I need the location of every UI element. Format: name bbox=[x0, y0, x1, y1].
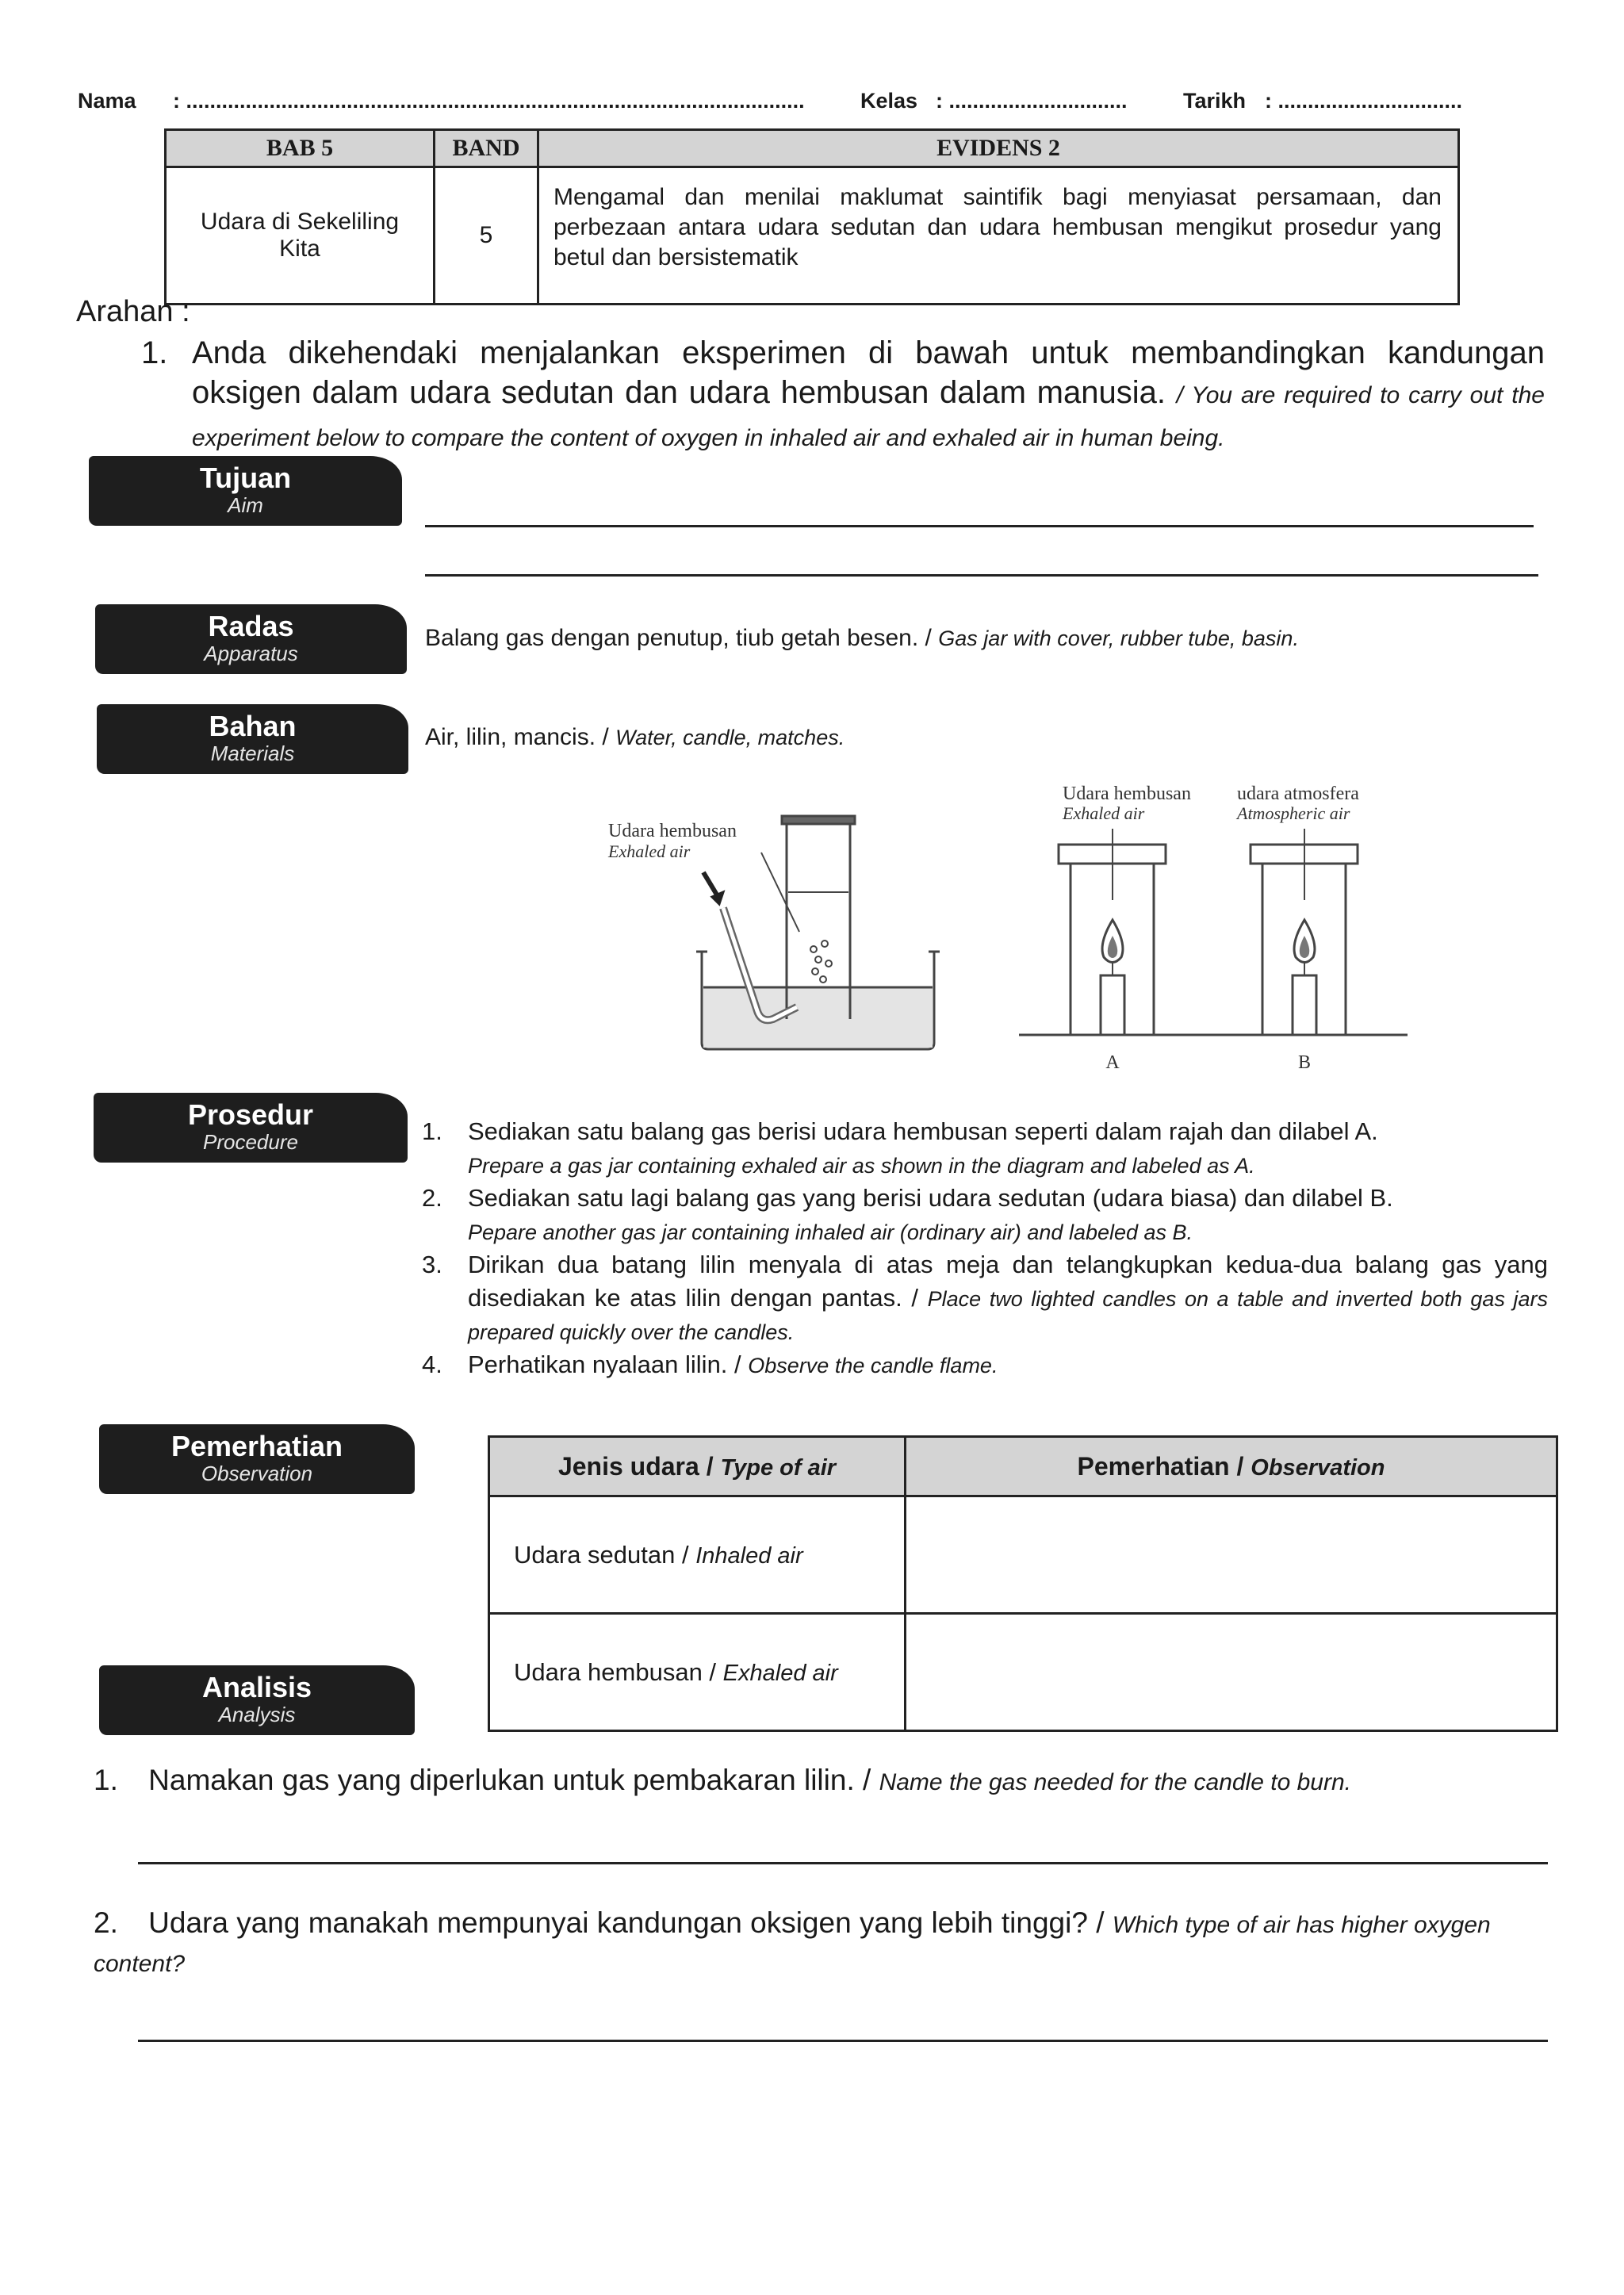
apparatus-text-ms: Balang gas dengan penutup, tiub getah besen. / bbox=[425, 625, 932, 651]
col-type-ms: Jenis udara / bbox=[557, 1451, 714, 1481]
analysis-answer-line-1[interactable] bbox=[138, 1862, 1548, 1864]
apparatus-text bbox=[425, 625, 1299, 652]
observation-answer-cell[interactable] bbox=[906, 1614, 1557, 1731]
procedure-step bbox=[422, 1348, 1548, 1381]
procedure-step-number: 4. bbox=[422, 1351, 442, 1378]
basin-setup bbox=[696, 816, 940, 1049]
question-1-text-ms: Anda dikehendaki menjalankan eksperimen di bawah untuk membandingkan kandungan oksigen dalam udara sedutan dan udara hembusan dalam manusia. bbox=[192, 335, 1545, 410]
procedure-step-en: Pepare another gas jar containing inhaled air (ordinary air) and labeled as B. bbox=[468, 1220, 1193, 1244]
procedure-list bbox=[422, 1115, 1548, 1381]
candle-a bbox=[1101, 975, 1124, 1035]
diagram-left-label-ms: Udara hembusan bbox=[608, 821, 737, 841]
analysis-q-en: Name the gas needed for the candle to burn. bbox=[879, 1769, 1351, 1795]
jar-a-label-ms: Udara hembusan bbox=[1063, 784, 1191, 804]
jar-b-label-ms: udara atmosfera bbox=[1237, 784, 1359, 804]
label-b: B bbox=[1297, 1052, 1312, 1073]
analysis-answer-line-2[interactable] bbox=[138, 2040, 1548, 2042]
analysis-question-2 bbox=[94, 1905, 1545, 1983]
col-obs-ms: Pemerhatian / bbox=[1077, 1451, 1244, 1481]
tag-tujuan bbox=[89, 456, 402, 526]
procedure-step-en: Place two lighted candles on a table and inverted both gas jars prepared quickly over the candles. bbox=[468, 1287, 1548, 1344]
tag-radas bbox=[95, 604, 407, 674]
jar-b-label-en: Atmospheric air bbox=[1237, 803, 1350, 823]
tarikh-field[interactable]: : ............................... bbox=[1265, 89, 1463, 113]
observation-col-observation bbox=[906, 1437, 1557, 1496]
tag-prosedur bbox=[94, 1093, 408, 1163]
tag-bahan-en: Materials bbox=[210, 741, 295, 765]
tag-bahan-ms: Bahan bbox=[209, 710, 297, 742]
analysis-q-ms: Namakan gas yang diperlukan untuk pembakaran lilin. / bbox=[148, 1764, 871, 1796]
air-type-cell bbox=[489, 1614, 906, 1731]
band-header: BAND bbox=[435, 130, 538, 167]
arahan-title: Arahan : bbox=[76, 295, 190, 328]
tag-analisis-en: Analysis bbox=[218, 1703, 296, 1726]
procedure-step bbox=[422, 1115, 1548, 1182]
tag-analisis bbox=[99, 1665, 415, 1735]
evidens-header: EVIDENS 2 bbox=[538, 130, 1459, 167]
procedure-step-en: Prepare a gas jar containing exhaled air as shown in the diagram and labeled as A. bbox=[468, 1154, 1255, 1178]
tag-radas-en: Apparatus bbox=[204, 642, 298, 665]
materials-text-ms: Air, lilin, mancis. / bbox=[425, 724, 609, 750]
procedure-step bbox=[422, 1248, 1548, 1348]
procedure-step-number: 3. bbox=[422, 1251, 442, 1278]
tag-analisis-ms: Analisis bbox=[201, 1671, 312, 1703]
jar-a-label-en: Exhaled air bbox=[1063, 803, 1145, 823]
procedure-step-ms: Sediakan satu lagi balang gas yang berisi udara sedutan (udara biasa) dan dilabel B. bbox=[468, 1184, 1393, 1212]
table-row bbox=[489, 1496, 1557, 1614]
analysis-question-1 bbox=[94, 1762, 1545, 1801]
tag-tujuan-ms: Tujuan bbox=[199, 462, 292, 494]
procedure-step-ms: Dirikan dua batang lilin menyala di atas meja dan telangkupkan kedua-dua balang gas yang disediakan ke atas lilin dengan pantas. / bbox=[468, 1251, 1548, 1312]
aim-answer-line-1[interactable] bbox=[425, 525, 1534, 527]
question-1-number: 1. bbox=[141, 335, 168, 370]
tag-pemerhatian bbox=[99, 1424, 415, 1494]
bab-table bbox=[164, 128, 1460, 305]
tag-pemerhatian-ms: Pemerhatian bbox=[170, 1430, 343, 1462]
procedure-step-number: 2. bbox=[422, 1184, 442, 1212]
air-type-en: Inhaled air bbox=[695, 1542, 803, 1569]
question-1-text-en: / You are required to carry out the experiment below to compare the content of oxygen in inhaled air and exhaled air in human being. bbox=[192, 382, 1545, 451]
evidence-cell: Mengamal dan menilai maklumat saintifik bagi menyiasat persamaan, dan perbezaan antara udara sedutan dan udara hembusan mengikut prosedur yang betul dan bersistematik bbox=[538, 167, 1459, 305]
candle-jars bbox=[1019, 829, 1408, 1035]
nama-field[interactable]: : ........................................................................................................ bbox=[173, 89, 805, 113]
tag-prosedur-en: Procedure bbox=[203, 1130, 298, 1154]
air-type-cell bbox=[489, 1496, 906, 1614]
tag-radas-ms: Radas bbox=[208, 610, 294, 642]
col-type-en: Type of air bbox=[720, 1454, 837, 1481]
air-type-ms: Udara sedutan / bbox=[514, 1540, 689, 1569]
analysis-q-ms: Udara yang manakah mempunyai kandungan oksigen yang lebih tinggi? / bbox=[148, 1906, 1105, 1939]
kelas-field[interactable]: : .............................. bbox=[936, 89, 1128, 113]
table-row bbox=[489, 1614, 1557, 1731]
observation-answer-cell[interactable] bbox=[906, 1496, 1557, 1614]
procedure-step-en: Observe the candle flame. bbox=[748, 1354, 998, 1377]
water bbox=[703, 987, 933, 1048]
tag-bahan bbox=[97, 704, 408, 774]
aim-answer-line-2[interactable] bbox=[425, 574, 1538, 577]
air-type-en: Exhaled air bbox=[722, 1660, 838, 1686]
tag-tujuan-en: Aim bbox=[228, 493, 263, 517]
observation-table bbox=[488, 1435, 1558, 1732]
tarikh-label: Tarikh bbox=[1183, 89, 1247, 113]
procedure-step-ms: Sediakan satu balang gas berisi udara hembusan seperti dalam rajah dan dilabel A. bbox=[468, 1117, 1378, 1145]
tag-pemerhatian-en: Observation bbox=[201, 1462, 313, 1485]
kelas-label: Kelas bbox=[860, 89, 918, 113]
col-obs-en: Observation bbox=[1251, 1454, 1385, 1481]
analysis-q-en: Which type of air has higher oxygen content? bbox=[94, 1912, 1491, 1977]
tag-prosedur-ms: Prosedur bbox=[187, 1098, 314, 1131]
experiment-diagram bbox=[603, 781, 1427, 1075]
air-type-ms: Udara hembusan / bbox=[514, 1657, 717, 1686]
candle-b bbox=[1293, 975, 1316, 1035]
band-cell: 5 bbox=[435, 167, 538, 305]
procedure-step bbox=[422, 1182, 1548, 1248]
chapter-cell: Udara di Sekeliling Kita bbox=[166, 167, 435, 305]
apparatus-text-en: Gas jar with cover, rubber tube, basin. bbox=[938, 626, 1299, 650]
materials-text-en: Water, candle, matches. bbox=[615, 726, 845, 749]
label-a: A bbox=[1105, 1052, 1120, 1073]
analysis-q-number: 2. bbox=[94, 1906, 118, 1939]
analysis-q-number: 1. bbox=[94, 1764, 118, 1796]
materials-text bbox=[425, 724, 845, 751]
observation-col-type bbox=[489, 1437, 906, 1496]
procedure-step-ms: Perhatikan nyalaan lilin. / bbox=[468, 1351, 741, 1378]
question-1 bbox=[141, 333, 1545, 458]
nama-label: Nama bbox=[78, 89, 136, 113]
bab-header: BAB 5 bbox=[166, 130, 435, 167]
procedure-step-number: 1. bbox=[422, 1117, 442, 1145]
diagram-left-label-en: Exhaled air bbox=[608, 841, 691, 861]
